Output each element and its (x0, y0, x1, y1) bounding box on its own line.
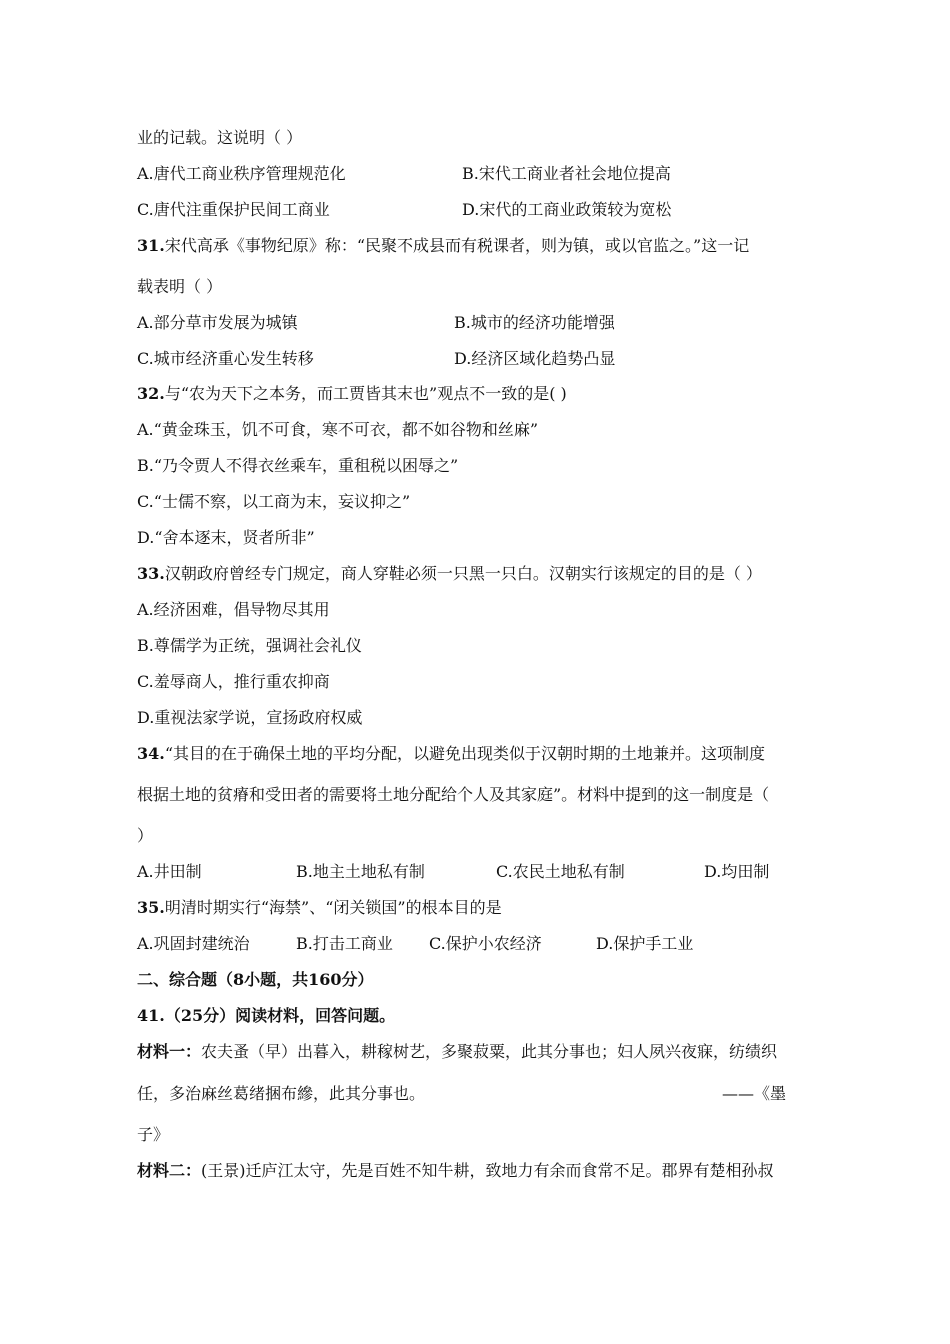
question-41: 41.（25分）阅读材料，回答问题。 (137, 1006, 396, 1025)
option-34-d: D.均田制 (704, 862, 770, 881)
question-text: 与“农为天下之本务，而工贾皆其末也”观点不一致的是( ) (164, 384, 567, 403)
option-32-a: A.“黄金珠玉，饥不可食，寒不可衣，都不如谷物和丝麻” (137, 420, 539, 439)
question-35 (137, 898, 502, 918)
material-1-source-cont: 子》 (137, 1125, 170, 1144)
option-31-d: D.经济区域化趋势凸显 (454, 349, 616, 368)
option-34-a: A.井田制 (137, 862, 202, 881)
option-33-d: D.重视法家学说，宣扬政府权威 (137, 708, 363, 727)
option-34-b: B.地主土地私有制 (296, 862, 425, 881)
material-1-source: ——《墨 (722, 1084, 787, 1103)
material-label: 材料一： (137, 1042, 202, 1061)
question-number: 31. (137, 236, 165, 255)
question-text: “其目的在于确保土地的平均分配，以避免出现类似于汉朝时期的土地兼并。这项制度 (164, 744, 766, 763)
question-number: 34. (137, 744, 165, 763)
question-33 (137, 564, 762, 584)
question-number: 35. (137, 898, 165, 917)
option-35-b: B.打击工商业 (296, 934, 393, 953)
question-text: 明清时期实行“海禁”、“闭关锁国”的根本目的是 (164, 898, 502, 917)
option-30-c: C.唐代注重保护民间工商业 (137, 200, 330, 219)
option-30-d: D.宋代的工商业政策较为宽松 (462, 200, 672, 219)
question-34 (137, 744, 765, 764)
option-33-a: A.经济困难，倡导物尽其用 (137, 600, 330, 619)
question-34-cont2: ） (137, 826, 154, 845)
option-33-b: B.尊儒学为正统，强调社会礼仪 (137, 636, 362, 655)
question-31-cont: 载表明（ ） (137, 277, 223, 296)
question-34-cont: 根据土地的贫瘠和受田者的需要将土地分配给个人及其家庭”。材料中提到的这一制度是（ (137, 785, 770, 804)
material-label: 材料二： (137, 1161, 202, 1180)
option-35-c: C.保护小农经济 (429, 934, 542, 953)
option-32-d: D.“舍本逐末，贤者所非” (137, 528, 315, 547)
question-number: 33. (137, 564, 165, 583)
option-31-c: C.城市经济重心发生转移 (137, 349, 314, 368)
option-30-b: B.宋代工商业者社会地位提高 (462, 164, 671, 183)
option-32-c: C.“士儒不察，以工商为末，妄议抑之” (137, 492, 411, 511)
question-text: 汉朝政府曾经专门规定，商人穿鞋必须一只黑一只白。汉朝实行该规定的目的是（ ） (164, 564, 762, 583)
question-31 (137, 236, 749, 256)
material-2 (137, 1161, 774, 1181)
option-34-c: C.农民土地私有制 (496, 862, 625, 881)
option-33-c: C.羞辱商人，推行重农抑商 (137, 672, 330, 691)
option-35-d: D.保护手工业 (596, 934, 694, 953)
question-text: 宋代高承《事物纪原》称：“民聚不成县而有税课者，则为镇，或以官监之。”这一记 (164, 236, 750, 255)
option-32-b: B.“乃令贾人不得衣丝乘车，重租税以困辱之” (137, 456, 459, 475)
option-31-a: A.部分草市发展为城镇 (137, 313, 298, 332)
option-31-b: B.城市的经济功能增强 (454, 313, 615, 332)
section-heading: 二、综合题（8小题，共160分） (137, 970, 374, 989)
question-32 (137, 384, 567, 404)
text-line: 业的记载。这说明（ ） (137, 128, 303, 147)
material-1 (137, 1042, 777, 1062)
question-number: 32. (137, 384, 165, 403)
option-30-a: A.唐代工商业秩序管理规范化 (137, 164, 346, 183)
option-35-a: A.巩固封建统治 (137, 934, 250, 953)
material-text: 农夫蚤（早）出暮入，耕稼树艺，多聚菽粟，此其分事也；妇人夙兴夜寐，纺绩织 (201, 1042, 778, 1061)
material-1-cont: 任，多治麻丝葛绪捆布縿，此其分事也。 (137, 1084, 426, 1103)
material-text: (王景)迁庐江太守，先是百姓不知牛耕，致地力有余而食常不足。郡界有楚相孙叔 (201, 1161, 774, 1180)
